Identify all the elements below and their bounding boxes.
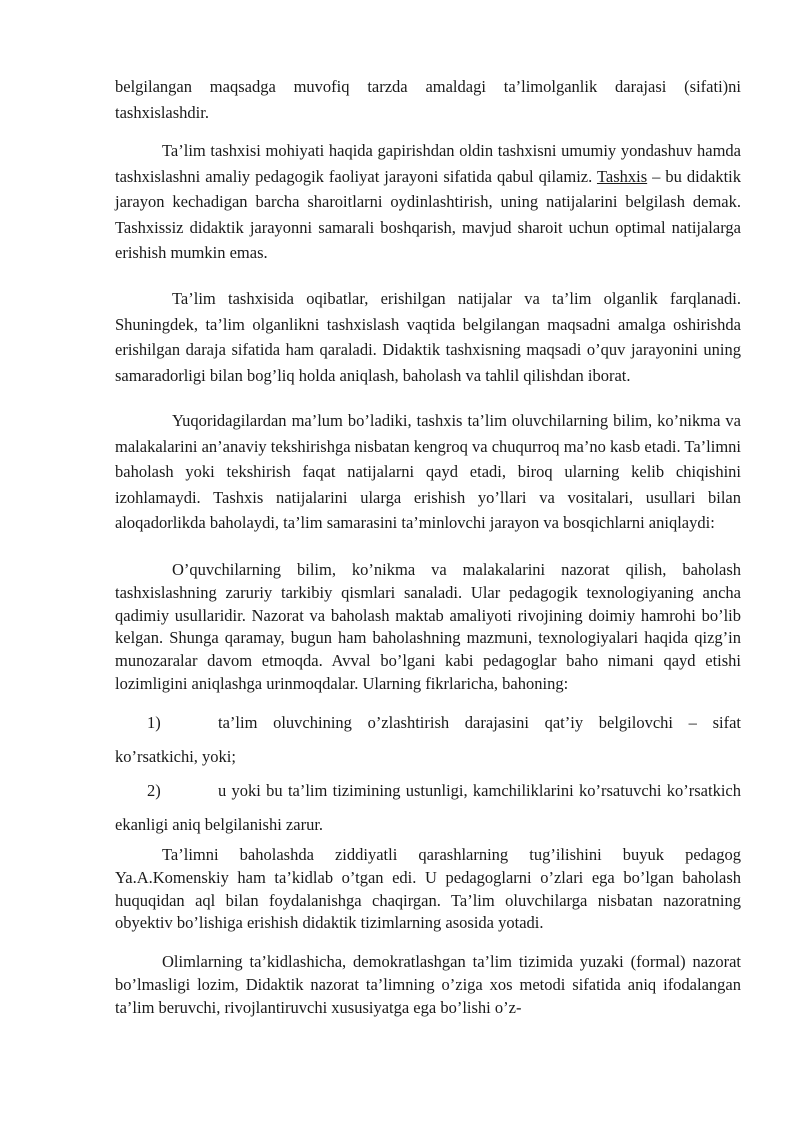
list-item-text: u yoki bu ta’lim tizimining ustunligi, kamchiliklarini ko’rsatuvchi ko’rsatkich ekanligi aniq belgilanishi zarur.	[115, 781, 741, 834]
list-item-text: ta’lim oluvchining o’zlashtirish darajasini qat’iy belgilovchi – sifat ko’rsatkichi, yoki;	[115, 713, 741, 766]
paragraph-democratic-control: Olimlarning ta’kidlashicha, demokratlashgan ta’lim tizimida yuzaki (formal) nazorat bo’lmasligi lozim, Didaktik nazorat ta’limning o’ziga xos metodi sifatida aniq ifodalangan ta’lim beruvchi, rivojlantiruvchi xususiyatga ega bo’lishi o’z-	[115, 952, 741, 1017]
paragraph-intro-continuation: belgilangan maqsadga muvofiq tarzda amaldagi ta’limolganlik darajasi (sifati)ni tashxislashdir.	[115, 77, 741, 122]
paragraph-text: Ta’lim tashxisi mohiyati haqida gapirishdan oldin tashxisni umumiy yondashuv hamda tashxislashni amaliy pedagogik faoliyat jarayoni sifatida qabul qilamiz.	[115, 141, 741, 186]
list-item	[115, 774, 741, 841]
paragraph-text: – bu didaktik jarayon kechadigan barcha sharoitlarni oydinlashtirish, uning natijalarini belgilash demak. Tashxissiz didaktik jarayonni samarali boshqarish, mavjud sharoit uchun optimal natijalarga erishish mumkin emas.	[115, 166, 742, 263]
list-item-number: 2)	[147, 781, 161, 800]
paragraph-diagnosis-scope: Yuqoridagilardan ma’lum bo’ladiki, tashxis ta’lim oluvchilarning bilim, ko’nikma va malakalarini an’anaviy tekshirishga nisbatan kengroq va chuqurroq ma’no kasb etadi. Ta’limni baholash yoki tekshirish faqat natijalarni qayd etadi, biroq ularning kelib chiqishini izohlamaydi. Tashxis natijalarini ularga erishish yo’llari va vositalari, usullari bilan aloqadorlikda baholaydi, ta’lim samarasini ta’minlovchi jarayon va bosqichlarni aniqlaydi:	[115, 411, 741, 533]
term-tashxis: Tashxis	[596, 166, 648, 186]
paragraph-komensky: Ta’limni baholashda ziddiyatli qarashlarning tug’ilishini buyuk pedagog Ya.A.Komenskiy ham ta’kidlab o’tgan edi. U pedagoglarni o’zlari ega bo’lgan baholash huquqidan aql bilan foydalanishga chaqirgan. Ta’lim oluvchilarga nisbatan nazoratning obyektiv bo’lishiga erishish didaktik tizimlarning asosida yotadi.	[115, 845, 741, 933]
paragraph-diagnosis-essence	[115, 138, 741, 266]
list-item-number: 1)	[147, 713, 161, 732]
paragraph-diagnosis-results: Ta’lim tashxisida oqibatlar, erishilgan natijalar va ta’lim olganlik farqlanadi. Shuningdek, ta’lim olganlikni tashxislash vaqtida belgilangan maqsadni amalga oshirishda erishilgan daraja sifatida ham qaraladi. Didaktik tashxisning maqsadi o’quv jarayonini uning samaradorligi bilan bog’liq holda aniqlash, baholash va tahlil qilishdan iborat.	[115, 289, 741, 385]
list-item	[115, 706, 741, 773]
paragraph-control-assessment: O’quvchilarning bilim, ko’nikma va malakalarini nazorat qilish, baholash tashxislashning zaruriy tarkibiy qismlari sanaladi. Ular pedagogik texnologiyaning ancha qadimiy usullaridir. Nazorat va baholash maktab amaliyoti rivojining doimiy hamrohi bo’lib kelgan. Shunga qaramay, bugun ham baholashning mazmuni, texnologiyalari haqida qizg’in munozaralar davom etmoqda. Avval bo’lgani kabi pedagoglar baho nimani qayd etishi lozimligini aniqlashga urinmoqdalar. Ularning fikrlaricha, bahoning:	[115, 560, 741, 693]
